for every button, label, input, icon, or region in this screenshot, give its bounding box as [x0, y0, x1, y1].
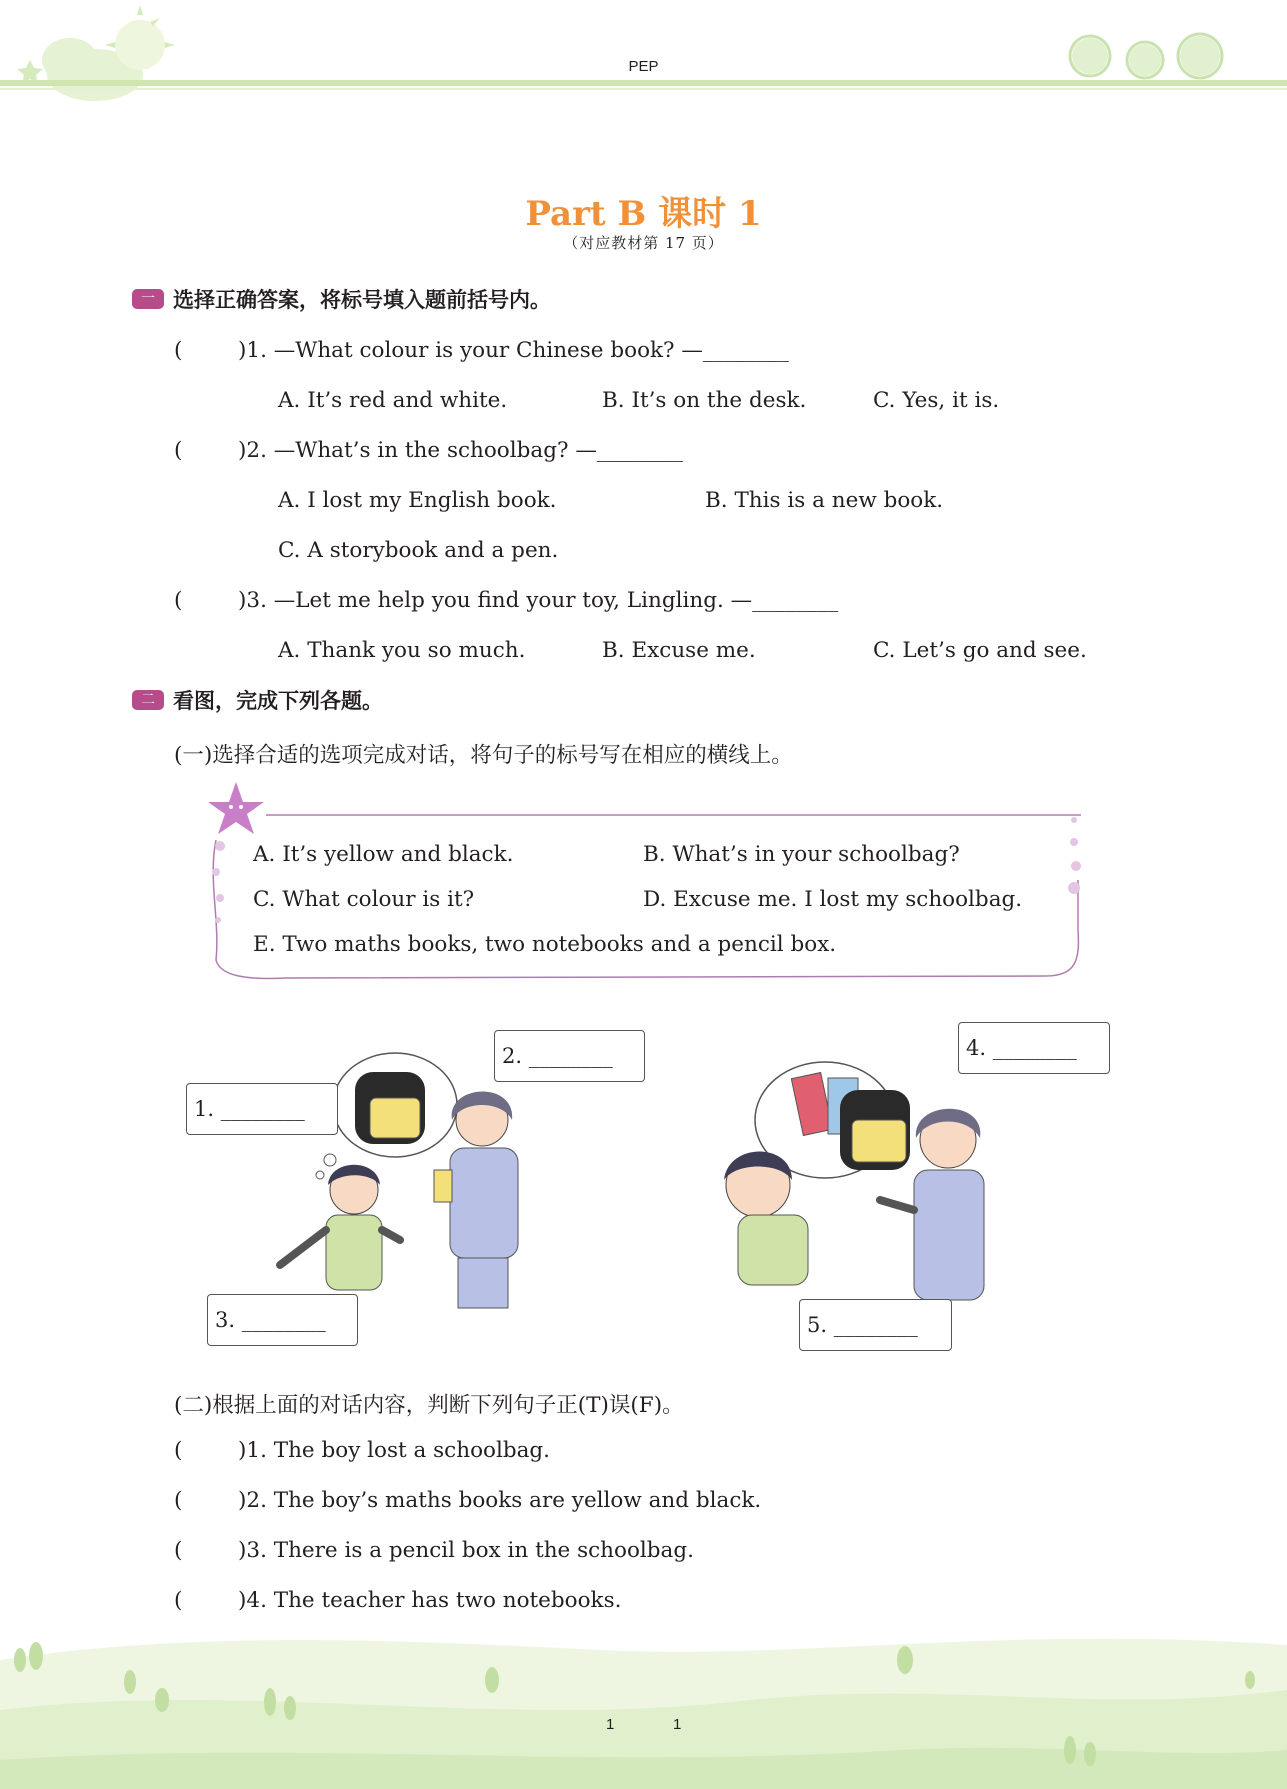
header-rule	[0, 80, 1287, 86]
callout-2[interactable]: 2. ________	[494, 1030, 645, 1082]
q1-option-b: B. It’s on the desk.	[602, 388, 807, 413]
header-rule-thin	[0, 88, 1287, 90]
tf3-text: )3. There is a pencil box in the schoolbag.	[238, 1538, 694, 1563]
section-1-badge: 一	[132, 289, 164, 309]
tf2-paren: (	[174, 1488, 183, 1513]
callout-3[interactable]: 3. ________	[207, 1294, 358, 1346]
section-2-badge: 二	[132, 690, 164, 710]
q3-option-b: B. Excuse me.	[602, 638, 756, 663]
tf1-paren: (	[174, 1438, 183, 1463]
tf1-text: )1. The boy lost a schoolbag.	[238, 1438, 551, 1463]
tf4-paren: (	[174, 1588, 183, 1613]
illustration-boy-and-teacher	[250, 1040, 570, 1320]
callout-1[interactable]: 1. ________	[186, 1083, 338, 1135]
q1-text: )1. —What colour is your Chinese book? —________	[238, 338, 789, 363]
option-d: D. Excuse me. I lost my schoolbag.	[643, 887, 1023, 912]
q2-option-a: A. I lost my English book.	[278, 488, 557, 513]
header-decoration-right	[1050, 18, 1250, 88]
page-number-left: 1	[606, 1716, 615, 1733]
q2-option-b: B. This is a new book.	[705, 488, 944, 513]
q3-option-c: C. Let’s go and see.	[873, 638, 1087, 663]
lesson-subtitle: （对应教材第 17 页）	[563, 234, 724, 252]
tf4-text: )4. The teacher has two notebooks.	[238, 1588, 622, 1613]
q2-text: )2. —What’s in the schoolbag? —________	[238, 438, 683, 463]
option-a: A. It’s yellow and black.	[253, 842, 514, 867]
option-e: E. Two maths books, two notebooks and a pencil box.	[253, 932, 837, 957]
callout-4[interactable]: 4. ________	[958, 1022, 1110, 1074]
section-1-instruction: 选择正确答案，将标号填入题前括号内。	[173, 288, 551, 312]
q2-option-c: C. A storybook and a pen.	[278, 538, 559, 563]
callout-5[interactable]: 5. ________	[799, 1299, 952, 1351]
section-2-instruction: 看图，完成下列各题。	[173, 689, 383, 713]
q3-text: )3. —Let me help you find your toy, Lingling. —________	[238, 588, 839, 613]
illustration-boy-teacher-schoolbag	[700, 1050, 1040, 1320]
q3-paren: (	[174, 588, 183, 613]
page-number-right: 1	[673, 1716, 682, 1733]
footer-landscape	[0, 1620, 1287, 1789]
header-decoration-left	[0, 0, 200, 110]
part-2-instruction: (二)根据上面的对话内容，判断下列句子正(T)误(F)。	[174, 1393, 684, 1418]
tf3-paren: (	[174, 1538, 183, 1563]
part-1-instruction: (一)选择合适的选项完成对话，将句子的标号写在相应的横线上。	[174, 743, 793, 768]
series-label: PEP	[628, 58, 659, 75]
q2-paren: (	[174, 438, 183, 463]
q1-paren: (	[174, 338, 183, 363]
q1-option-c: C. Yes, it is.	[873, 388, 1000, 413]
options-frame	[206, 780, 1086, 990]
tf2-text: )2. The boy’s maths books are yellow and black.	[238, 1488, 762, 1513]
option-c: C. What colour is it?	[253, 887, 475, 912]
lesson-title: Part B 课时 1	[525, 194, 762, 234]
q3-option-a: A. Thank you so much.	[278, 638, 526, 663]
q1-option-a: A. It’s red and white.	[278, 388, 508, 413]
option-b: B. What’s in your schoolbag?	[643, 842, 960, 867]
